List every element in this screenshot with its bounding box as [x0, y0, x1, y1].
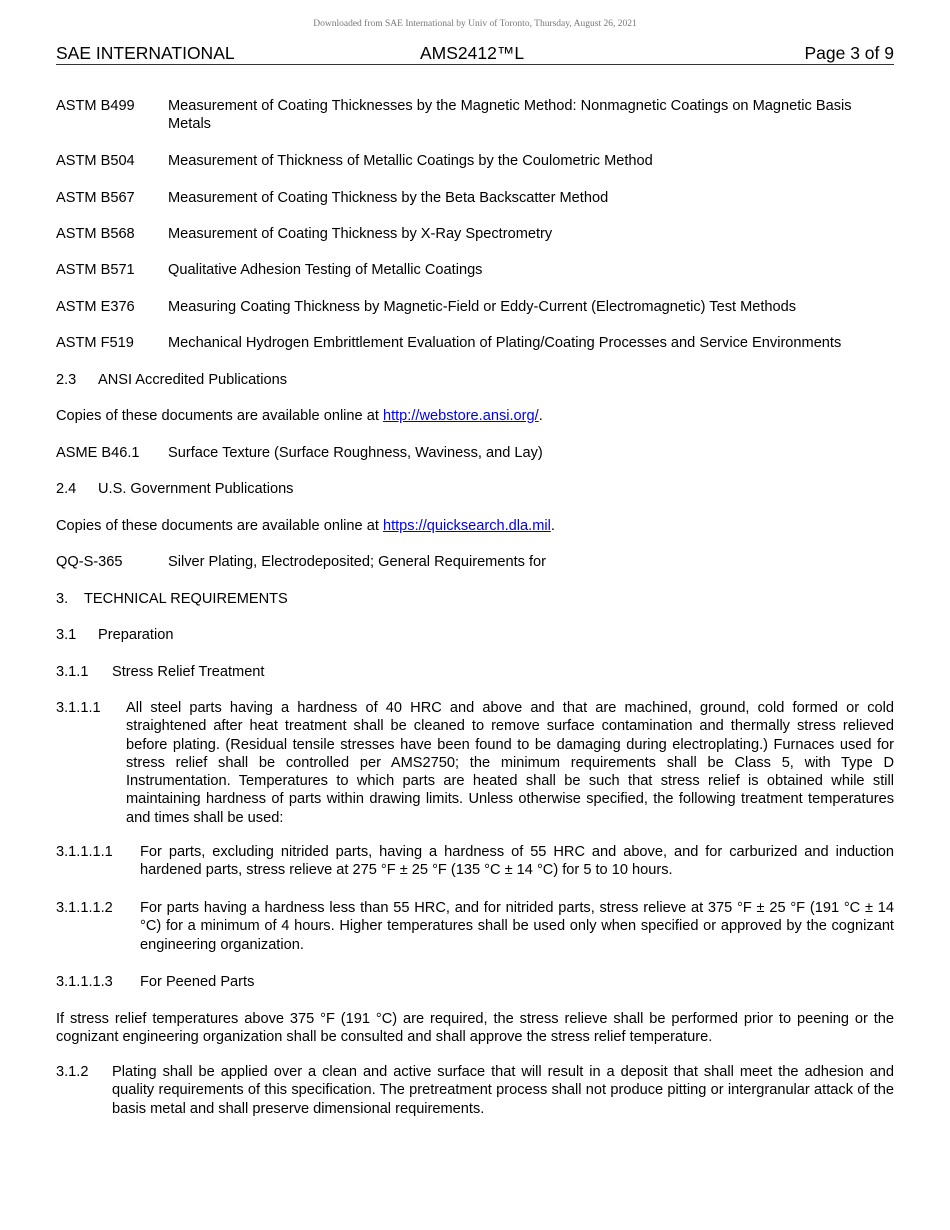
reference-row: [56, 189, 894, 207]
reference-id: ASME B46.1: [56, 445, 140, 461]
reference-row: [56, 298, 894, 316]
reference-row: [56, 334, 894, 352]
reference-title: Qualitative Adhesion Testing of Metallic Coatings: [168, 262, 483, 278]
section-number: 3.1.1.1: [56, 700, 101, 716]
reference-title: Silver Plating, Electrodeposited; General Requirements for: [168, 554, 547, 570]
section-3-1-heading: [56, 626, 894, 644]
download-notice: Downloaded from SAE International by Univ of Toronto, Thursday, August 26, 2021: [313, 19, 637, 29]
paragraph-3-1-1-1: [56, 699, 894, 827]
copies-text: Copies of these documents are available online at: [56, 518, 383, 534]
reference-title: Measurement of Coating Thickness by the Beta Backscatter Method: [168, 190, 609, 206]
section-3-1-1-1-3-heading: [56, 973, 894, 991]
reference-title: Surface Texture (Surface Roughness, Waviness, and Lay): [168, 445, 543, 461]
section-number: 2.3: [56, 372, 77, 388]
reference-row: [56, 444, 894, 462]
page-header: [56, 44, 894, 65]
reference-row: [56, 261, 894, 279]
section-title: For Peened Parts: [140, 974, 255, 990]
reference-row: [56, 553, 894, 571]
header-org: SAE INTERNATIONAL: [56, 43, 235, 63]
reference-id: ASTM B568: [56, 226, 135, 242]
header-page-number: Page 3 of 9: [804, 43, 894, 63]
section-number: 3.1.1.1.2: [56, 900, 113, 916]
reference-id: ASTM B499: [56, 98, 135, 114]
paragraph-text: All steel parts having a hardness of 40 HRC and above and that are machined, ground, cold formed or cold straightened after heat treatment shall be cleaned to remove surface contamination and thermally stress relieved before plating. (Residual tensile stresses have been found to be damaging during electroplating.) Furnaces used for stress relief shall be controlled per AMS2750; the minimum requirements shall be Class 5, with Type D Instrumentation. Temperatures to which parts are heated shall be such that stress relief is obtained while still maintaining hardness of parts within drawing limits. Unless otherwise specified, the following treatment temperatures and times shall be used:: [126, 700, 894, 826]
copies-text: Copies of these documents are available online at: [56, 408, 383, 424]
paragraph-text: For parts, excluding nitrided parts, having a hardness of 55 HRC and above, and for carburized and induction hardened parts, stress relieve at 275 °F ± 25 °F (135 °C ± 14 °C) for 5 to 10 hours.: [140, 844, 894, 879]
ansi-copies-text: [56, 407, 894, 425]
period: .: [550, 518, 555, 534]
reference-id: ASTM B504: [56, 153, 135, 169]
section-title: U.S. Government Publications: [98, 481, 294, 497]
ansi-link[interactable]: http://webstore.ansi.org/: [382, 408, 539, 424]
reference-id: ASTM E376: [56, 299, 135, 315]
section-number: 3.1.1.1.3: [56, 974, 113, 990]
dla-link[interactable]: https://quicksearch.dla.mil: [382, 518, 551, 534]
section-title: Preparation: [98, 627, 174, 643]
reference-row: [56, 225, 894, 243]
reference-title: Measurement of Thickness of Metallic Coatings by the Coulometric Method: [168, 153, 653, 169]
section-number: 3.1.1.1.1: [56, 844, 113, 860]
section-number: 3.1.2: [56, 1064, 89, 1080]
reference-row: [56, 97, 894, 134]
reference-id: QQ-S-365: [56, 554, 123, 570]
section-number: 3.1.1: [56, 664, 89, 680]
reference-title: Measuring Coating Thickness by Magnetic-Field or Eddy-Current (Electromagnetic) Test Methods: [168, 299, 797, 315]
reference-title: Mechanical Hydrogen Embrittlement Evaluation of Plating/Coating Processes and Service Environments: [168, 335, 842, 351]
reference-id: ASTM F519: [56, 335, 134, 351]
paragraph-text: Plating shall be applied over a clean and active surface that will result in a deposit that shall meet the adhesion and quality requirements of this specification. The pretreatment process shall not produce pitting or intergranular attack of the basis metal and shall preserve dimensional requirements.: [112, 1064, 894, 1117]
paragraph-text: For parts having a hardness less than 55 HRC, and for nitrided parts, stress relieve at 375 °F ± 25 °F (191 °C ± 14 °C) for a minimum of 4 hours. Higher temperatures shall be used only when specified or approved by the cognizant engineering organization.: [140, 900, 894, 953]
dla-copies-text: [56, 517, 894, 535]
section-title: Stress Relief Treatment: [112, 664, 265, 680]
reference-row: [56, 152, 894, 170]
reference-id: ASTM B567: [56, 190, 135, 206]
paragraph-3-1-1-1-1: [56, 843, 894, 880]
period: .: [538, 408, 543, 424]
reference-id: ASTM B571: [56, 262, 135, 278]
header-doc-number: AMS2412™L: [420, 43, 525, 63]
section-title: ANSI Accredited Publications: [98, 372, 288, 388]
paragraph-3-1-2: [56, 1063, 894, 1118]
section-3-heading: [56, 590, 894, 608]
paragraph-3-1-1-1-2: [56, 899, 894, 954]
section-number: 3.1: [56, 627, 77, 643]
peened-paragraph: If stress relief temperatures above 375 °F (191 °C) are required, the stress relieve shall be performed prior to peening or the cognizant engineering organization shall be consulted and shall approve the stress relief temperature.: [56, 1011, 894, 1046]
section-3-1-1-heading: [56, 663, 894, 681]
section-2-4-heading: [56, 480, 894, 498]
reference-title: Measurement of Coating Thicknesses by the Magnetic Method: Nonmagnetic Coatings on Magnetic Basis Metals: [168, 98, 852, 133]
section-title: TECHNICAL REQUIREMENTS: [84, 591, 288, 607]
reference-title: Measurement of Coating Thickness by X-Ray Spectrometry: [168, 226, 553, 242]
section-number: 3.: [56, 591, 69, 607]
section-2-3-heading: [56, 371, 894, 389]
section-number: 2.4: [56, 481, 77, 497]
